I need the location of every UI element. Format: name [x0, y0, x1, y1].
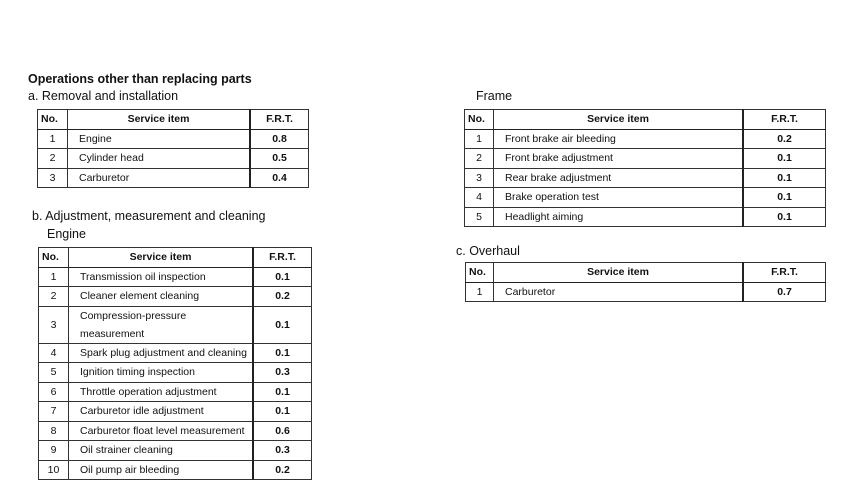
table-row — [465, 207, 826, 227]
row-no: 6 — [39, 382, 69, 402]
row-item: Ignition timing inspection — [69, 363, 254, 383]
row-frt: 0.6 — [253, 421, 312, 441]
row-frt: 0.1 — [253, 306, 312, 343]
row-item: Brake operation test — [494, 188, 744, 208]
row-no: 1 — [466, 282, 494, 302]
col-frt-header: F.R.T. — [253, 248, 312, 268]
row-item: Carburetor — [494, 282, 744, 302]
row-frt: 0.8 — [250, 129, 309, 149]
row-no: 1 — [465, 129, 494, 149]
section-a-title: a. Removal and installation — [28, 89, 179, 103]
row-item: Carburetor float level measurement — [69, 421, 254, 441]
table-header-row — [465, 110, 826, 130]
row-no: 2 — [38, 149, 68, 169]
row-frt: 0.2 — [253, 287, 312, 307]
row-item: Front brake adjustment — [494, 149, 744, 169]
row-no: 1 — [39, 267, 69, 287]
table-row — [38, 149, 309, 169]
col-no-header: No. — [465, 110, 494, 130]
row-no: 5 — [39, 363, 69, 383]
row-item: Spark plug adjustment and cleaning — [69, 343, 254, 363]
col-item-header: Service item — [69, 248, 254, 268]
frame-title: Frame — [476, 89, 513, 103]
row-item: Carburetor idle adjustment — [69, 402, 254, 422]
row-item: Front brake air bleeding — [494, 129, 744, 149]
table-row — [465, 168, 826, 188]
col-frt-header: F.R.T. — [743, 263, 826, 283]
row-no: 8 — [39, 421, 69, 441]
table-row — [38, 168, 309, 188]
page-title: Operations other than replacing parts — [28, 72, 252, 86]
table-row — [39, 363, 312, 383]
section-b-title: b. Adjustment, measurement and cleaning — [32, 209, 266, 223]
row-item: Headlight aiming — [494, 207, 744, 227]
removal-installation-table — [37, 109, 309, 188]
table-row — [465, 188, 826, 208]
table-header-row — [466, 263, 826, 283]
table-row — [39, 441, 312, 461]
col-no-header: No. — [39, 248, 69, 268]
col-frt-header: F.R.T. — [250, 110, 309, 130]
row-no: 3 — [465, 168, 494, 188]
adjustment-engine-table — [38, 247, 312, 480]
table-row — [465, 129, 826, 149]
row-item: Oil pump air bleeding — [69, 460, 254, 480]
table-row — [39, 460, 312, 480]
table-row — [39, 382, 312, 402]
col-item-header: Service item — [494, 110, 744, 130]
col-no-header: No. — [38, 110, 68, 130]
row-frt: 0.3 — [253, 363, 312, 383]
row-frt: 0.2 — [253, 460, 312, 480]
row-frt: 0.1 — [743, 188, 826, 208]
row-no: 3 — [39, 306, 69, 343]
frame-table — [464, 109, 826, 227]
row-item: Compression-pressure measurement — [69, 306, 254, 343]
row-no: 2 — [39, 287, 69, 307]
row-item: Oil strainer cleaning — [69, 441, 254, 461]
row-frt: 0.7 — [743, 282, 826, 302]
table-header-row — [39, 248, 312, 268]
row-frt: 0.1 — [253, 343, 312, 363]
row-frt: 0.1 — [743, 149, 826, 169]
row-frt: 0.2 — [743, 129, 826, 149]
table-header-row — [38, 110, 309, 130]
table-row — [39, 267, 312, 287]
row-frt: 0.4 — [250, 168, 309, 188]
row-frt: 0.5 — [250, 149, 309, 169]
row-no: 5 — [465, 207, 494, 227]
row-no: 2 — [465, 149, 494, 169]
row-frt: 0.1 — [743, 207, 826, 227]
row-frt: 0.1 — [253, 382, 312, 402]
row-no: 7 — [39, 402, 69, 422]
col-item-header: Service item — [494, 263, 744, 283]
row-no: 3 — [38, 168, 68, 188]
row-no: 1 — [38, 129, 68, 149]
table-row — [466, 282, 826, 302]
row-frt: 0.1 — [743, 168, 826, 188]
row-item: Cylinder head — [68, 149, 251, 169]
row-frt: 0.1 — [253, 402, 312, 422]
row-item: Engine — [68, 129, 251, 149]
table-row — [39, 421, 312, 441]
table-row — [38, 129, 309, 149]
row-item: Throttle operation adjustment — [69, 382, 254, 402]
row-no: 9 — [39, 441, 69, 461]
row-item: Carburetor — [68, 168, 251, 188]
row-frt: 0.1 — [253, 267, 312, 287]
row-no: 4 — [465, 188, 494, 208]
overhaul-table — [465, 262, 826, 302]
table-row — [39, 287, 312, 307]
row-item: Cleaner element cleaning — [69, 287, 254, 307]
col-no-header: No. — [466, 263, 494, 283]
section-c-title: c. Overhaul — [456, 244, 520, 258]
row-no: 10 — [39, 460, 69, 480]
table-row — [39, 343, 312, 363]
table-row — [39, 402, 312, 422]
table-row — [465, 149, 826, 169]
section-b-subtitle: Engine — [47, 227, 86, 241]
row-no: 4 — [39, 343, 69, 363]
row-item: Transmission oil inspection — [69, 267, 254, 287]
col-item-header: Service item — [68, 110, 251, 130]
row-item: Rear brake adjustment — [494, 168, 744, 188]
table-row — [39, 306, 312, 343]
col-frt-header: F.R.T. — [743, 110, 826, 130]
row-frt: 0.3 — [253, 441, 312, 461]
